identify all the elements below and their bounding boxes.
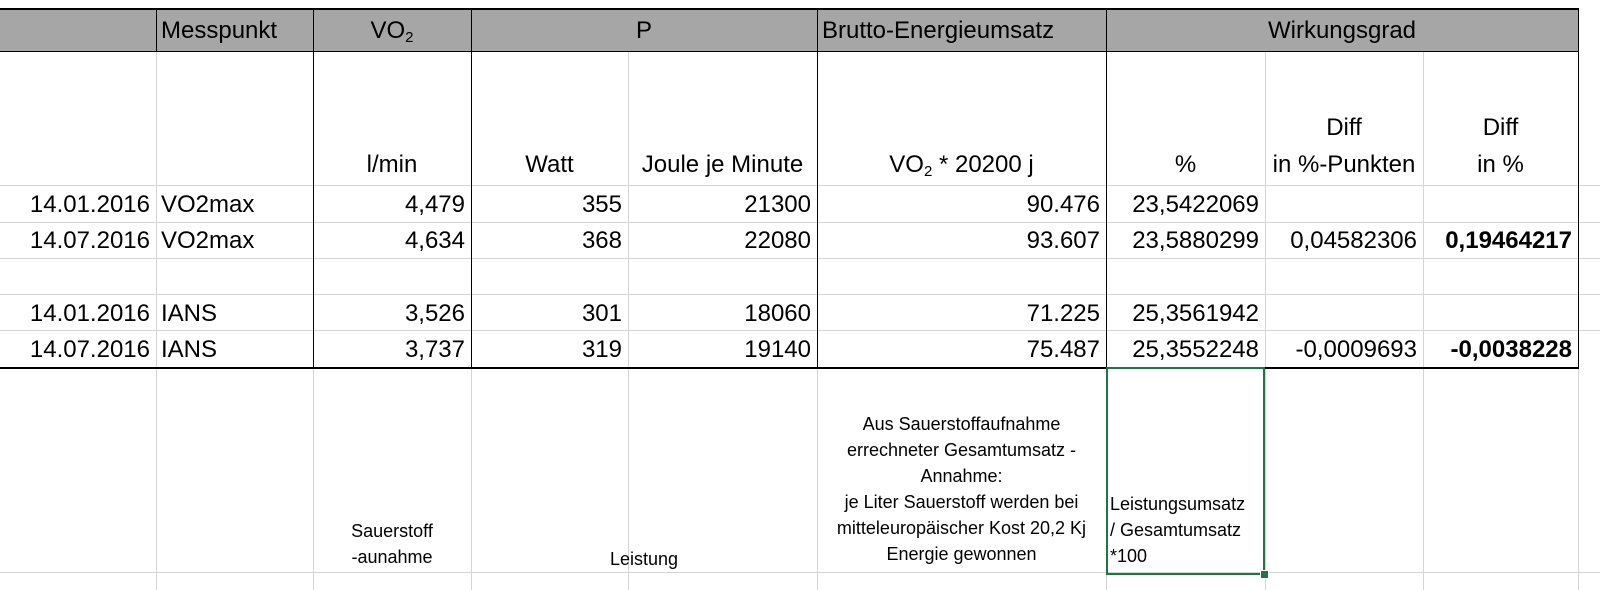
cell-messpunkt[interactable]: VO2max (161, 227, 255, 254)
cell-brutto[interactable]: 93.607 (1026, 227, 1100, 254)
gridline (0, 572, 1600, 573)
header-messpunkt[interactable]: Messpunkt (161, 17, 278, 44)
cell-joule[interactable]: 18060 (744, 300, 811, 327)
unit-vo2-formula-base: VO (889, 151, 924, 178)
header-vo2[interactable] (313, 17, 471, 46)
unit-diff-pct-line2[interactable]: in % (1477, 151, 1524, 178)
unit-lmin[interactable]: l/min (366, 151, 418, 178)
cell-date[interactable]: 14.01.2016 (29, 191, 150, 218)
cell-date[interactable]: 14.07.2016 (29, 227, 150, 254)
cell-percent[interactable]: 25,3552248 (1132, 336, 1259, 363)
cell-vo2[interactable]: 3,526 (404, 300, 465, 327)
cell-joule[interactable]: 22080 (744, 227, 811, 254)
selected-cell[interactable] (1106, 367, 1265, 575)
unit-vo2-formula-sub: 2 (923, 163, 933, 180)
cell-percent[interactable]: 23,5422069 (1132, 191, 1259, 218)
fill-handle[interactable] (1260, 570, 1269, 579)
gridline (0, 330, 1600, 331)
unit-diff-pp-line2[interactable]: in %-Punkten (1272, 151, 1416, 178)
unit-vo2-formula[interactable] (817, 151, 1106, 180)
table-border (0, 51, 1579, 52)
note-sauerstoff[interactable]: Sauerstoff -aunahme (351, 521, 433, 567)
header-vo2-sub: 2 (405, 29, 414, 46)
cell-diff-pct[interactable]: -0,0038228 (1450, 336, 1572, 363)
table-border (1578, 9, 1579, 368)
cell-percent[interactable]: 23,5880299 (1132, 227, 1259, 254)
cell-brutto[interactable]: 90.476 (1026, 191, 1100, 218)
cell-messpunkt[interactable]: VO2max (161, 191, 255, 218)
unit-watt[interactable]: Watt (525, 151, 574, 178)
cell-watt[interactable]: 355 (581, 191, 622, 218)
cell-messpunkt[interactable]: IANS (161, 300, 218, 327)
cell-date[interactable]: 14.07.2016 (29, 336, 150, 363)
unit-percent[interactable]: % (1174, 151, 1197, 178)
header-wirkungsgrad[interactable]: Wirkungsgrad (1267, 17, 1417, 44)
cell-brutto[interactable]: 75.487 (1026, 336, 1100, 363)
cell-brutto[interactable]: 71.225 (1026, 300, 1100, 327)
unit-vo2-formula-rest: * 20200 j (932, 151, 1034, 178)
cell-vo2[interactable]: 3,737 (404, 336, 465, 363)
cell-joule[interactable]: 21300 (744, 191, 811, 218)
unit-diff-pp-line1[interactable]: Diff (1326, 114, 1362, 141)
note-gesamtumsatz[interactable]: Aus Sauerstoffaufnahme errechneter Gesamtumsatz - Annahme: je Liter Sauerstoff werden bei mitteleuropäischer Kost 20,2 Kj Energie gewonnen (836, 414, 1087, 564)
gridline (0, 258, 1600, 259)
gridline (1578, 368, 1579, 590)
note-wirkungsgrad[interactable]: Leistungsumsatz / Gesamtumsatz *100 (1110, 494, 1246, 566)
table-border-bottom (0, 367, 1579, 369)
cell-watt[interactable]: 319 (581, 336, 622, 363)
cell-messpunkt[interactable]: IANS (161, 336, 218, 363)
header-brutto[interactable]: Brutto-Energieumsatz (822, 17, 1055, 44)
cell-diff-pp[interactable]: -0,0009693 (1295, 336, 1417, 363)
cell-watt[interactable]: 368 (581, 227, 622, 254)
header-vo2-base: VO (370, 17, 406, 44)
cell-vo2[interactable]: 4,479 (404, 191, 465, 218)
cell-diff-pp[interactable]: 0,04582306 (1290, 227, 1417, 254)
unit-diff-pct-line1[interactable]: Diff (1482, 114, 1519, 141)
gridline (0, 222, 1600, 223)
header-p[interactable]: P (635, 17, 652, 44)
cell-watt[interactable]: 301 (581, 300, 622, 327)
table-border-top (0, 8, 1579, 10)
cell-diff-pct[interactable]: 0,19464217 (1445, 227, 1572, 254)
cell-percent[interactable]: 25,3561942 (1132, 300, 1259, 327)
cell-joule[interactable]: 19140 (744, 336, 811, 363)
gridline (0, 185, 1600, 186)
note-leistung[interactable]: Leistung (609, 549, 679, 569)
unit-joule[interactable]: Joule je Minute (641, 151, 804, 178)
gridline (0, 294, 1600, 295)
cell-date[interactable]: 14.01.2016 (29, 300, 150, 327)
cell-vo2[interactable]: 4,634 (404, 227, 465, 254)
